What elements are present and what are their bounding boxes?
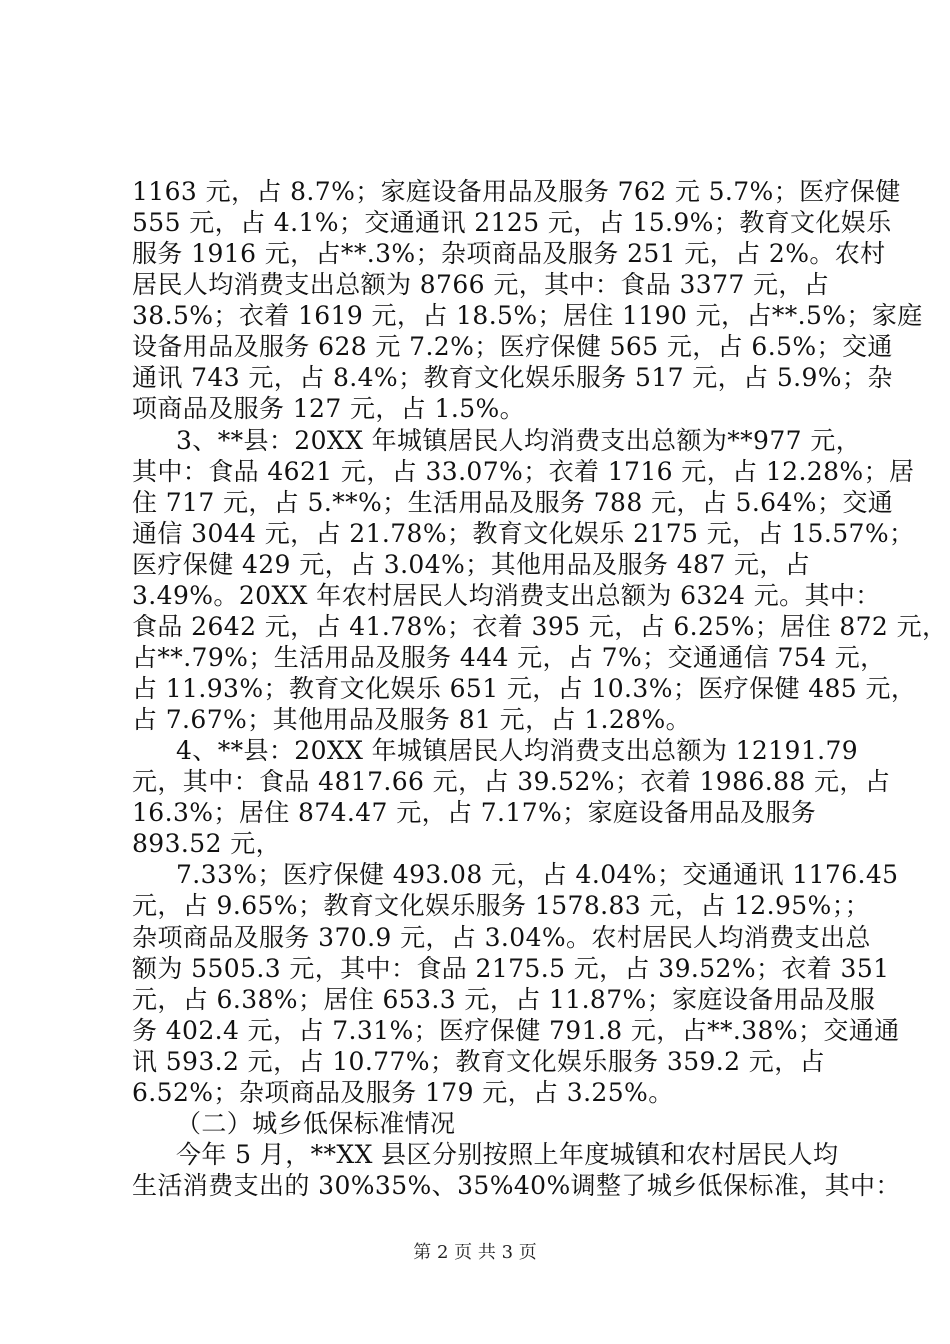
text-line: 占 11.93%；教育文化娱乐 651 元，占 10.3%；医疗保健 485 元，	[132, 674, 917, 703]
text-line: 3.49%。20XX 年农村居民人均消费支出总额为 6324 元。其中：	[132, 581, 881, 610]
text-line: 通信 3044 元，占 21.78%；教育文化娱乐 2175 元，占 15.57%；	[132, 519, 915, 548]
paragraph-start-line: 7.33%；医疗保健 493.08 元，占 4.04%；交通通讯 1176.45	[176, 860, 899, 889]
text-line: 设备用品及服务 628 元 7.2%；医疗保健 565 元，占 6.5%；交通	[132, 332, 893, 361]
text-line: 1163 元，占 8.7%；家庭设备用品及服务 762 元 5.7%；医疗保健	[132, 177, 901, 206]
paragraph-start-line: （二）城乡低保标准情况	[176, 1109, 456, 1138]
text-line: 555 元，占 4.1%；交通通讯 2125 元，占 15.9%；教育文化娱乐	[132, 208, 892, 237]
text-line: 占**.79%；生活用品及服务 444 元，占 7%；交通通信 754 元，	[132, 643, 886, 672]
text-line: 服务 1916 元，占**.3%；杂项商品及服务 251 元，占 2%。农村	[132, 239, 886, 268]
text-line: 讯 593.2 元，占 10.77%；教育文化娱乐服务 359.2 元，占	[132, 1047, 825, 1076]
text-line: 务 402.4 元，占 7.31%；医疗保健 791.8 元，占**.38%；交通通	[132, 1016, 900, 1045]
text-line: 6.52%；杂项商品及服务 179 元，占 3.25%。	[132, 1078, 674, 1107]
text-line: 医疗保健 429 元，占 3.04%；其他用品及服务 487 元，占	[132, 550, 811, 579]
page-number-footer: 第 2 页 共 3 页	[413, 1242, 537, 1263]
text-line: 居民人均消费支出总额为 8766 元，其中：食品 3377 元，占	[132, 270, 830, 299]
text-line: 38.5%；衣着 1619 元，占 18.5%；居住 1190 元，占**.5%；家庭	[132, 301, 923, 330]
text-line: 占 7.67%；其他用品及服务 81 元，占 1.28%。	[132, 705, 692, 734]
text-line: 杂项商品及服务 370.9 元，占 3.04%。农村居民人均消费支出总	[132, 923, 871, 952]
text-line: 通讯 743 元，占 8.4%；教育文化娱乐服务 517 元，占 5.9%；杂	[132, 363, 893, 392]
text-line: 其中：食品 4621 元，占 33.07%；衣着 1716 元，占 12.28%；居	[132, 457, 915, 486]
text-line: 项商品及服务 127 元，占 1.5%。	[132, 394, 526, 423]
text-line: 元，其中：食品 4817.66 元，占 39.52%；衣着 1986.88 元，占	[132, 767, 891, 796]
text-line: 893.52 元，	[132, 829, 282, 858]
paragraph-start-line: 3、**县：20XX 年城镇居民人均消费支出总额为**977 元，	[176, 426, 862, 455]
paragraph-start-line: 4、**县：20XX 年城镇居民人均消费支出总额为 12191.79	[176, 736, 859, 765]
text-line: 住 717 元，占 5.**%；生活用品及服务 788 元，占 5.64%；交通	[132, 488, 894, 517]
text-line: 16.3%；居住 874.47 元，占 7.17%；家庭设备用品及服务	[132, 798, 817, 827]
text-line: 额为 5505.3 元，其中：食品 2175.5 元，占 39.52%；衣着 351	[132, 954, 890, 983]
text-line: 食品 2642 元，占 41.78%；衣着 395 元，占 6.25%；居住 872 元，	[132, 612, 948, 641]
paragraph-start-line: 今年 5 月，**XX 县区分别按照上年度城镇和农村居民人均	[176, 1140, 839, 1169]
text-line: 元，占 6.38%；居住 653.3 元，占 11.87%；家庭设备用品及服	[132, 985, 876, 1014]
text-line: 元，占 9.65%；教育文化娱乐服务 1578.83 元，占 12.95%；；	[132, 891, 871, 920]
text-line: 生活消费支出的 30%35%、35%40%调整了城乡低保标准，其中：	[132, 1171, 901, 1200]
